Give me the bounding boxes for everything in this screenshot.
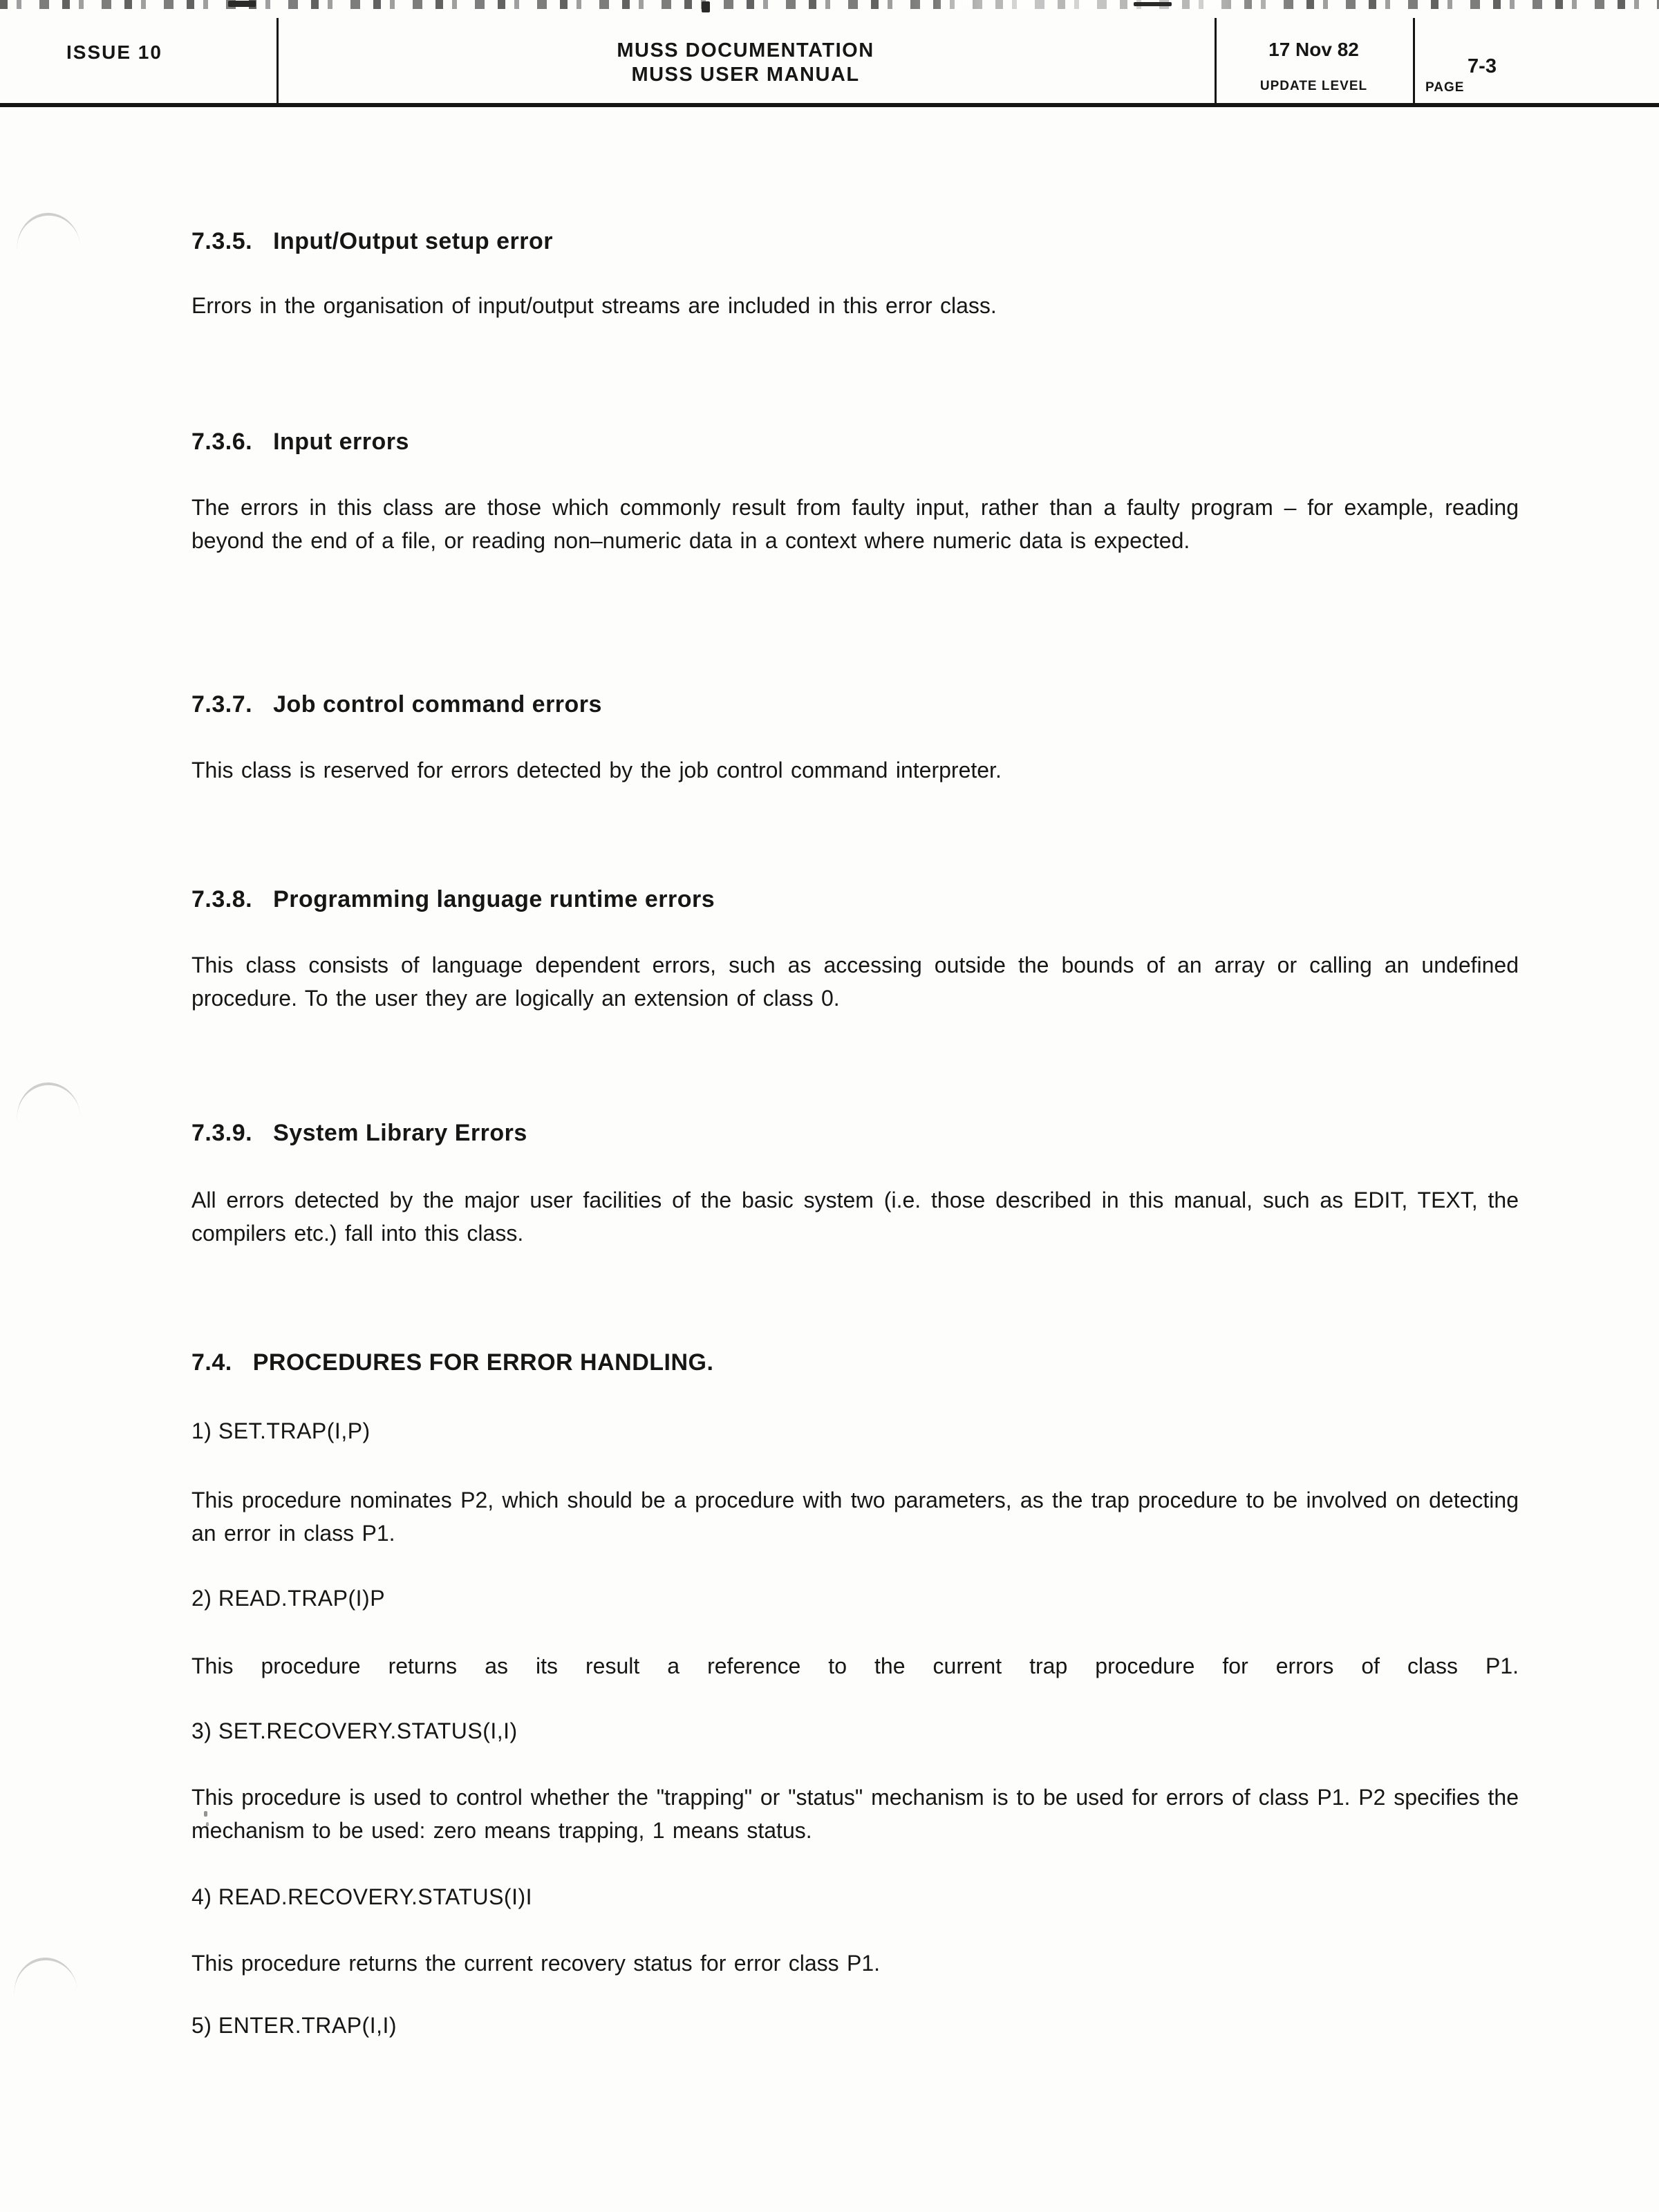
section-heading-738: [191, 886, 715, 913]
punch-hole-artifact: [14, 1079, 81, 1121]
update-date: 17 Nov 82: [1268, 39, 1359, 60]
procedure-item-label: 4) READ.RECOVERY.STATUS(I)I: [191, 1884, 532, 1909]
section-paragraph-736: The errors in this class are those which commonly result from faulty input, rather than a faulty program – for example, reading beyond the end of a file, or reading non–numeric data in a context where numeric data is expected.: [191, 495, 1519, 553]
section-title: PROCEDURES FOR ERROR HANDLING.: [252, 1349, 714, 1376]
scan-speck: [228, 1, 256, 7]
procedure-item-label: 5) ENTER.TRAP(I,I): [191, 2013, 397, 2038]
section-number: 7.3.7.: [191, 691, 253, 718]
header-rule: [0, 103, 1659, 107]
section-number: 7.3.5.: [191, 228, 253, 254]
section-title: Input errors: [273, 429, 409, 455]
section-number: 7.4.: [191, 1349, 232, 1376]
page-label: PAGE: [1425, 80, 1465, 95]
procedure-item-description: This procedure nominates P2, which should be a procedure with two parameters, as the trap procedure to be involved on detecting an error in class P1.: [191, 1488, 1519, 1546]
section-title: Programming language runtime errors: [273, 886, 715, 912]
update-level-label: UPDATE LEVEL: [1259, 79, 1368, 93]
section-title: Input/Output setup error: [273, 228, 553, 254]
section-number: 7.3.9.: [191, 1120, 253, 1146]
section-title: System Library Errors: [273, 1120, 527, 1146]
document-title: [276, 39, 1215, 87]
punch-hole-artifact: [11, 1954, 78, 1996]
procedure-item-label: 3) SET.RECOVERY.STATUS(I,I): [191, 1718, 518, 1743]
procedure-item-description: This procedure returns the current recovery status for error class P1.: [191, 1951, 881, 1976]
section-paragraph-738: This class consists of language dependent errors, such as accessing outside the bounds of an array or calling an undefined procedure. To the user they are logically an extension of class 0.: [191, 953, 1519, 1011]
section-paragraph-737: This class is reserved for errors detected by the job control command interpreter.: [191, 758, 1002, 782]
document-title-line1: MUSS DOCUMENTATION: [617, 39, 874, 62]
page-number: 7-3: [1468, 55, 1497, 77]
section-number: 7.3.8.: [191, 886, 253, 912]
section-title: Job control command errors: [273, 691, 602, 718]
section-heading-74: [191, 1349, 713, 1376]
procedure-item-description: This procedure returns as its result a reference to the current trap procedure for errors of class P1.: [191, 1653, 1519, 1678]
procedure-item-label: 1) SET.TRAP(I,P): [191, 1418, 371, 1443]
section-paragraph-735: Errors in the organisation of input/output streams are included in this error class.: [191, 293, 997, 318]
scan-speck: [1134, 2, 1172, 6]
section-heading-737: [191, 691, 602, 718]
issue-label: ISSUE 10: [66, 41, 162, 63]
section-heading-736: [191, 429, 409, 456]
section-heading-739: [191, 1120, 527, 1147]
scan-speck: [702, 1, 710, 12]
punch-hole-artifact: [14, 209, 81, 252]
section-heading-735: [191, 228, 553, 255]
procedure-item-label: 2) READ.TRAP(I)P: [191, 1586, 386, 1611]
document-title-line2: MUSS USER MANUAL: [631, 64, 860, 86]
section-number: 7.3.6.: [191, 429, 253, 455]
procedure-item-description: This procedure is used to control whether the "trapping" or "status" mechanism is to be used for errors of class P1. P2 specifies the mechanism to be used: zero means trapping, 1 means status.: [191, 1785, 1519, 1843]
section-paragraph-739: All errors detected by the major user facilities of the basic system (i.e. those described in this manual, such as EDIT, TEXT, the compilers etc.) fall into this class.: [191, 1188, 1519, 1246]
